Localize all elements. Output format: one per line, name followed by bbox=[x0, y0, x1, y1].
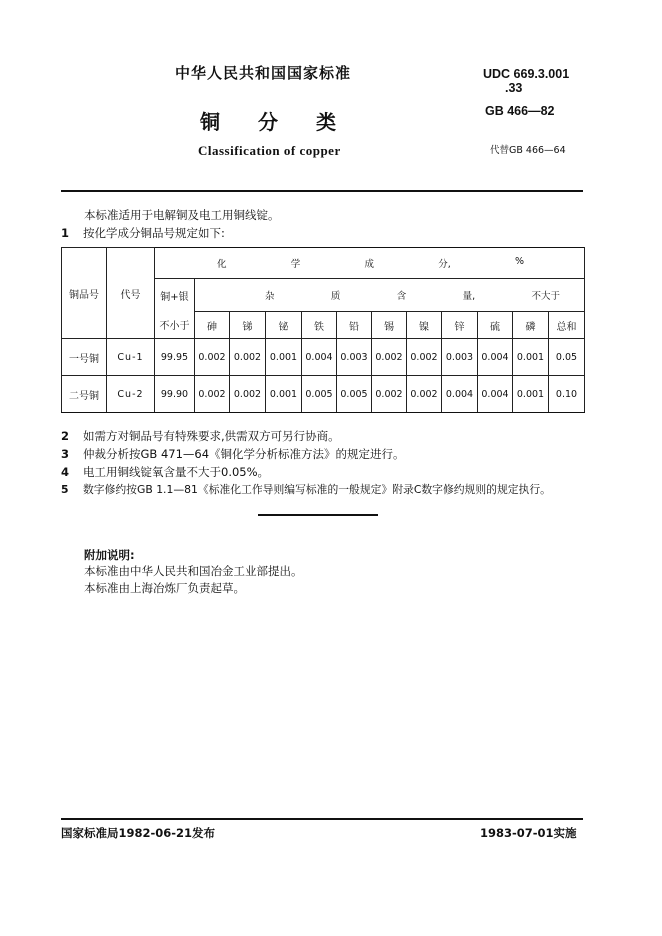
row-cell: 0.002 bbox=[230, 339, 266, 376]
replaces-note: 代替GB 466—64 bbox=[490, 145, 566, 156]
impurity-char: 含 bbox=[396, 291, 407, 302]
row-cell: 0.001 bbox=[266, 376, 302, 413]
row-cell: 0.002 bbox=[372, 376, 407, 413]
footer-rule bbox=[61, 818, 583, 820]
clause-1 bbox=[61, 225, 225, 241]
clause-text: 按化学成分铜品号规定如下: bbox=[83, 226, 225, 240]
element-bi: 铋 bbox=[266, 312, 302, 339]
row-code: Cu-2 bbox=[107, 376, 155, 413]
header-grade: 铜品号 bbox=[62, 248, 107, 339]
clause-text: 如需方对铜品号有特殊要求,供需双方可另行协商。 bbox=[83, 429, 340, 443]
issued-date: 国家标准局1982-06-21发布 bbox=[61, 826, 216, 840]
notes-title: 附加说明: bbox=[84, 548, 135, 562]
element-zn: 锌 bbox=[442, 312, 478, 339]
element-p: 磷 bbox=[513, 312, 549, 339]
header-min: 不小于 bbox=[155, 312, 195, 339]
table-row bbox=[62, 339, 585, 376]
header-rule bbox=[61, 190, 583, 192]
notes-line-2: 本标准由上海冶炼厂负责起草。 bbox=[84, 581, 245, 595]
element-sb: 锑 bbox=[230, 312, 266, 339]
document-title: 铜分类 bbox=[200, 110, 374, 134]
chem-char: 化 bbox=[217, 259, 227, 270]
row-cu-ag: 99.95 bbox=[155, 339, 195, 376]
clause-5 bbox=[61, 482, 551, 497]
clause-number: 5 bbox=[61, 483, 69, 496]
scope-statement: 本标准适用于电解铜及电工用铜线锭。 bbox=[84, 208, 280, 222]
header-impurity bbox=[195, 279, 585, 312]
element-as: 砷 bbox=[195, 312, 230, 339]
gb-code: GB 466—82 bbox=[485, 104, 555, 118]
row-cell: 0.001 bbox=[513, 339, 549, 376]
row-cell: 0.002 bbox=[407, 339, 442, 376]
row-cell: 0.001 bbox=[266, 339, 302, 376]
clause-number: 2 bbox=[61, 429, 70, 443]
row-cell: 0.002 bbox=[230, 376, 266, 413]
clause-text: 仲裁分析按GB 471—64《铜化学分析标准方法》的规定进行。 bbox=[83, 447, 405, 461]
row-cell: 0.004 bbox=[302, 339, 337, 376]
row-cell: 0.05 bbox=[549, 339, 585, 376]
impurity-char: 量, bbox=[462, 291, 476, 302]
row-cell: 0.004 bbox=[478, 339, 513, 376]
row-cell: 0.003 bbox=[337, 339, 372, 376]
row-cell: 0.004 bbox=[442, 376, 478, 413]
row-cell: 0.003 bbox=[442, 339, 478, 376]
chem-char: 学 bbox=[290, 259, 301, 270]
row-cell: 0.001 bbox=[513, 376, 549, 413]
table-header-row bbox=[62, 248, 585, 279]
impurity-char: 杂 bbox=[265, 291, 275, 302]
row-cell: 0.004 bbox=[478, 376, 513, 413]
row-cell: 0.002 bbox=[372, 339, 407, 376]
impurity-char: 不大于 bbox=[531, 291, 560, 302]
chem-char: % bbox=[514, 256, 524, 267]
end-rule bbox=[258, 514, 378, 516]
impurity-char: 质 bbox=[330, 291, 341, 302]
row-grade: 二号铜 bbox=[62, 376, 107, 413]
header-chemical-composition bbox=[155, 248, 585, 279]
chem-char: 分, bbox=[438, 259, 451, 270]
udc-line-2: .33 bbox=[505, 81, 523, 95]
row-cell: 0.10 bbox=[549, 376, 585, 413]
element-s: 硫 bbox=[478, 312, 513, 339]
document-title-english: Classification of copper bbox=[198, 143, 341, 158]
row-cell: 0.002 bbox=[195, 339, 230, 376]
composition-table bbox=[61, 247, 585, 413]
header-code: 代号 bbox=[107, 248, 155, 339]
clause-number: 4 bbox=[61, 465, 70, 479]
clause-number: 3 bbox=[61, 447, 70, 461]
row-cell: 0.002 bbox=[195, 376, 230, 413]
row-grade: 一号铜 bbox=[62, 339, 107, 376]
effective-date: 1983-07-01实施 bbox=[480, 826, 577, 840]
clause-number: 1 bbox=[61, 226, 70, 240]
clause-text: 电工用铜线锭氧含量不大于0.05%。 bbox=[83, 465, 270, 479]
row-cell: 0.002 bbox=[407, 376, 442, 413]
clause-text: 数字修约按GB 1.1—81《标准化工作导则编写标准的一般规定》附录C数字修约规则的规定执行。 bbox=[83, 483, 551, 496]
udc-line-1: UDC 669.3.001 bbox=[483, 67, 570, 81]
standard-type: 中华人民共和国国家标准 bbox=[175, 64, 352, 82]
header-cu-ag: 铜+银 bbox=[155, 279, 195, 312]
clause-2 bbox=[61, 428, 340, 444]
row-cu-ag: 99.90 bbox=[155, 376, 195, 413]
element-ni: 镍 bbox=[407, 312, 442, 339]
clause-4 bbox=[61, 464, 269, 480]
clause-3 bbox=[61, 446, 405, 462]
row-cell: 0.005 bbox=[337, 376, 372, 413]
notes-line-1: 本标准由中华人民共和国冶金工业部提出。 bbox=[84, 564, 303, 578]
table-row bbox=[62, 376, 585, 413]
element-fe: 铁 bbox=[302, 312, 337, 339]
chem-char: 成 bbox=[364, 259, 374, 270]
element-sn: 锡 bbox=[372, 312, 407, 339]
udc-code bbox=[483, 67, 569, 95]
row-code: Cu-1 bbox=[107, 339, 155, 376]
row-cell: 0.005 bbox=[302, 376, 337, 413]
element-total: 总和 bbox=[549, 312, 585, 339]
element-pb: 铅 bbox=[337, 312, 372, 339]
